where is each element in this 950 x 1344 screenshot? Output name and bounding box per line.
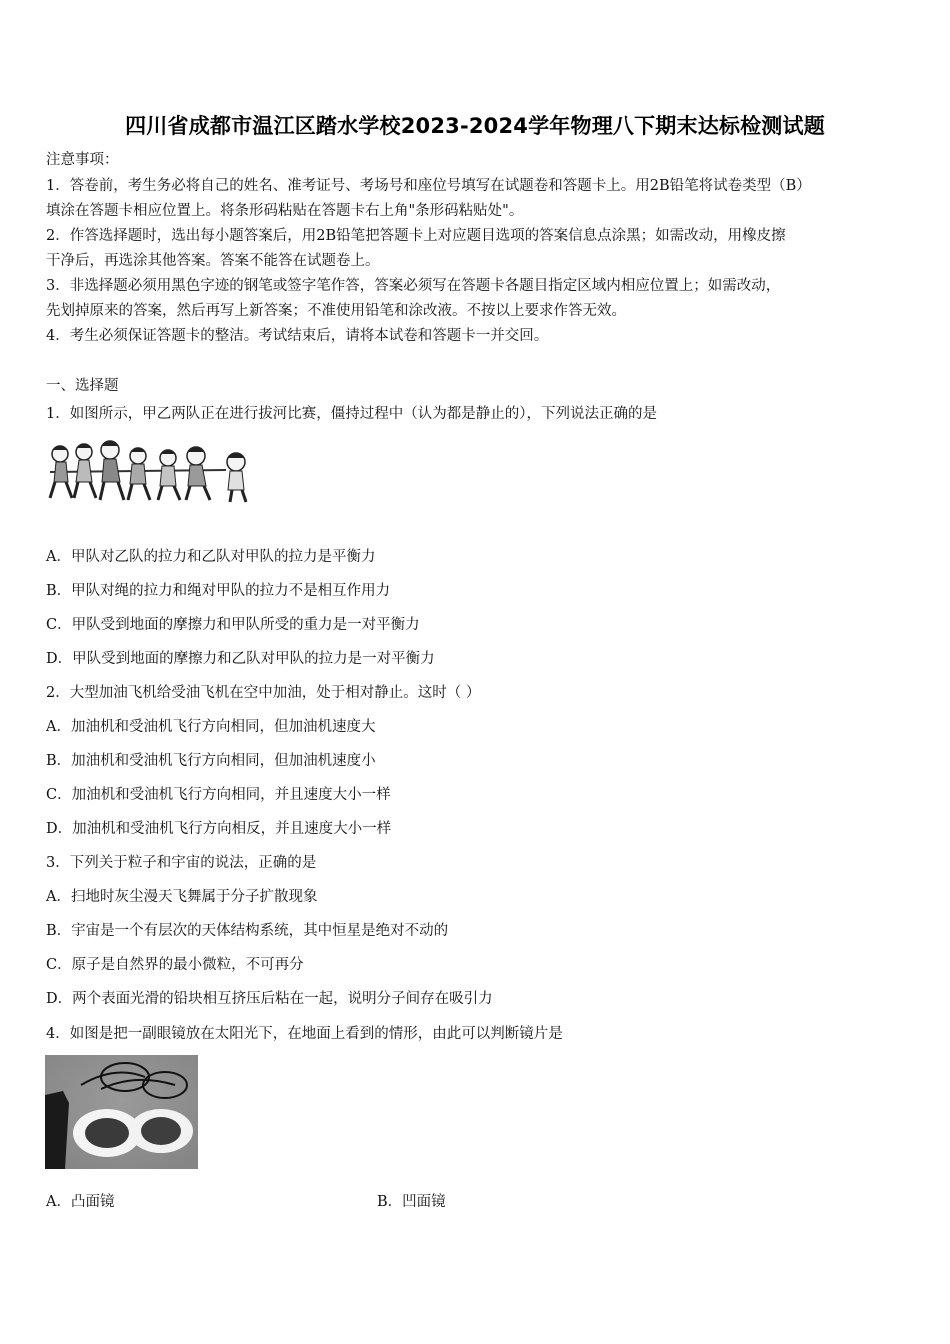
- question-1-option-b: B．甲队对绳的拉力和绳对甲队的拉力不是相互作用力: [46, 583, 391, 599]
- question-2-stem: 2．大型加油飞机给受油飞机在空中加油，处于相对静止。这时（ ）: [46, 685, 481, 701]
- notice-item-3-line-1: 3．非选择题必须用黑色字迹的钢笔或签字笔作答，答案必须写在答题卡各题目指定区域内相应位置上；如需改动，: [46, 278, 781, 294]
- question-4-stem: 4．如图是把一副眼镜放在太阳光下，在地面上看到的情形，由此可以判断镜片是: [46, 1026, 563, 1042]
- document-title: 四川省成都市温江区踏水学校2023-2024学年物理八下期末达标检测试题: [125, 114, 825, 138]
- question-2-option-c: C．加油机和受油机飞行方向相同，并且速度大小一样: [46, 787, 391, 803]
- question-1-option-a: A．甲队对乙队的拉力和乙队对甲队的拉力是平衡力: [46, 549, 376, 565]
- tug-of-war-figure: [46, 438, 254, 506]
- question-3-option-c: C．原子是自然界的最小微粒，不可再分: [46, 957, 304, 973]
- notice-item-1-line-1: 1．答卷前，考生务必将自己的姓名、准考证号、考场号和座位号填写在试题卷和答题卡上。用2B铅笔将试卷类型（B）: [46, 178, 811, 194]
- question-1-stem: 1．如图所示，甲乙两队正在进行拔河比赛，僵持过程中（认为都是静止的），下列说法正确的是: [46, 406, 657, 422]
- glasses-shadow-figure: [45, 1055, 198, 1169]
- section-heading: 一、选择题: [46, 378, 119, 394]
- notice-item-2-line-2: 干净后，再选涂其他答案。答案不能答在试题卷上。: [46, 253, 380, 269]
- question-3-option-b: B．宇宙是一个有层次的天体结构系统，其中恒星是绝对不动的: [46, 923, 449, 939]
- question-2-option-b: B．加油机和受油机飞行方向相同，但加油机速度小: [46, 753, 376, 769]
- question-4-option-b: B．凹面镜: [377, 1194, 446, 1210]
- question-1-option-d: D．甲队受到地面的摩擦力和乙队对甲队的拉力是一对平衡力: [46, 651, 435, 667]
- question-3-stem: 3．下列关于粒子和宇宙的说法，正确的是: [46, 855, 317, 871]
- question-2-option-a: A．加油机和受油机飞行方向相同，但加油机速度大: [46, 719, 376, 735]
- notice-item-4: 4．考生必须保证答题卡的整洁。考试结束后，请将本试卷和答题卡一并交回。: [46, 328, 549, 344]
- question-3-option-a: A．扫地时灰尘漫天飞舞属于分子扩散现象: [46, 889, 318, 905]
- question-3-option-d: D．两个表面光滑的铅块相互挤压后粘在一起，说明分子间存在吸引力: [46, 991, 493, 1007]
- notice-item-2-line-1: 2．作答选择题时，选出每小题答案后，用2B铅笔把答题卡上对应题目选项的答案信息点涂黑；如需改动，用橡皮擦: [46, 228, 786, 244]
- notice-item-3-line-2: 先划掉原来的答案，然后再写上新答案；不准使用铅笔和涂改液。不按以上要求作答无效。: [46, 303, 626, 319]
- question-4-option-a: A．凸面镜: [46, 1194, 115, 1210]
- question-2-option-d: D．加油机和受油机飞行方向相反，并且速度大小一样: [46, 821, 392, 837]
- notice-item-1-line-2: 填涂在答题卡相应位置上。将条形码粘贴在答题卡右上角"条形码粘贴处"。: [46, 203, 524, 219]
- notice-heading: 注意事项：: [46, 152, 119, 168]
- question-1-option-c: C．甲队受到地面的摩擦力和甲队所受的重力是一对平衡力: [46, 617, 420, 633]
